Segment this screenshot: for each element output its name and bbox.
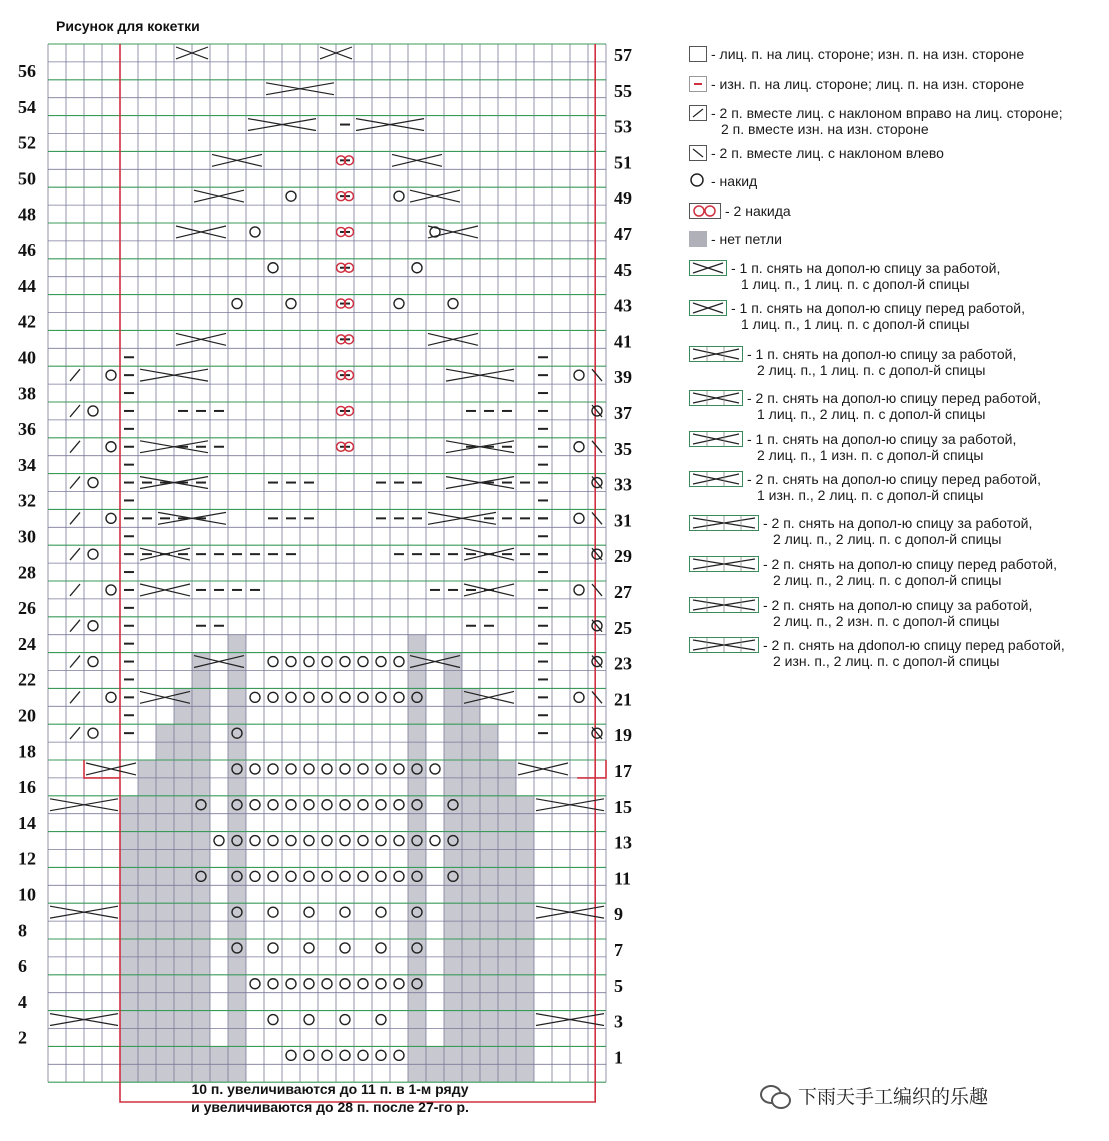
row-number-right: 3 — [614, 1011, 623, 1032]
row-number-right: 21 — [614, 689, 632, 710]
yo-symbol — [268, 692, 278, 702]
row-number-right: 13 — [614, 832, 632, 853]
k2tog-right-symbol — [70, 620, 80, 632]
yo-symbol — [322, 979, 332, 989]
row-number-right: 23 — [614, 653, 632, 674]
row-number-right: 31 — [614, 510, 632, 531]
row-number-right: 1 — [614, 1047, 623, 1068]
yo-symbol — [250, 764, 260, 774]
row-number-right: 43 — [614, 295, 632, 316]
yo-symbol — [574, 692, 584, 702]
row-number-right: 55 — [614, 80, 632, 101]
yo-symbol — [304, 1015, 314, 1025]
yo-symbol — [430, 764, 440, 774]
legend-text: - 1 п. снять на допол-ю спицу за работой, — [747, 431, 1017, 447]
yo-symbol — [322, 836, 332, 846]
yo-symbol — [394, 871, 404, 881]
chart-title: Рисунок для кокетки — [56, 18, 200, 34]
legend-text: 2 изн. п., 2 лиц. п. с допол-й спицы — [773, 653, 1000, 669]
row-number-left: 52 — [18, 132, 36, 153]
yo-symbol — [286, 692, 296, 702]
k2tog-left-symbol — [592, 691, 602, 703]
yo-symbol — [394, 191, 404, 201]
yo-symbol — [358, 764, 368, 774]
row-number-left: 46 — [18, 240, 36, 261]
yo-symbol — [232, 299, 242, 309]
row-number-left: 56 — [18, 61, 36, 82]
legend-text: - нет петли — [711, 231, 782, 247]
yo-symbol — [268, 764, 278, 774]
legend-text: 2 лиц. п., 1 изн. п. с допол-й спицы — [757, 447, 984, 463]
yo-symbol — [340, 764, 350, 774]
yo-symbol — [394, 764, 404, 774]
yo-symbol — [358, 657, 368, 667]
yo-symbol — [88, 406, 98, 416]
yo-symbol — [304, 871, 314, 881]
yo-symbol — [322, 1050, 332, 1060]
row-number-left: 48 — [18, 204, 36, 225]
yo-symbol — [304, 1050, 314, 1060]
yo-symbol — [376, 800, 386, 810]
yo-symbol — [574, 585, 584, 595]
yo-symbol — [430, 836, 440, 846]
yo-symbol — [358, 1050, 368, 1060]
wechat-icon — [760, 1083, 790, 1109]
yo-symbol — [394, 657, 404, 667]
yo-symbol — [286, 764, 296, 774]
yo-symbol — [322, 657, 332, 667]
yo-symbol — [268, 1015, 278, 1025]
row-number-left: 26 — [18, 598, 36, 619]
legend-text: 2 лиц. п., 2 изн. п. с допол-й спицы — [773, 613, 1000, 629]
legend-text: - 2 п. вместе лиц. с наклоном вправо на лиц. стороне; — [711, 105, 1063, 121]
yo-symbol — [322, 692, 332, 702]
k2tog-left-symbol — [592, 584, 602, 596]
yo-symbol — [376, 692, 386, 702]
yo-symbol — [214, 836, 224, 846]
yo-symbol — [322, 764, 332, 774]
yo-symbol — [340, 1050, 350, 1060]
row-number-right: 7 — [614, 940, 623, 961]
legend-text: - 2 п. снять на дdопол-ю спицу перед работой, — [763, 637, 1065, 653]
yo-symbol — [286, 657, 296, 667]
row-number-left: 18 — [18, 741, 36, 762]
row-number-left: 6 — [18, 956, 27, 977]
yo-symbol — [106, 370, 116, 380]
yo-symbol — [448, 299, 458, 309]
row-number-left: 14 — [18, 812, 36, 833]
yo-symbol — [304, 943, 314, 953]
legend-text: 2 лиц. п., 2 лиц. п. с допол-й спицы — [773, 531, 1002, 547]
yo-symbol — [376, 764, 386, 774]
yo-symbol — [268, 657, 278, 667]
row-number-left: 4 — [18, 991, 27, 1012]
k2tog-right-symbol — [70, 656, 80, 668]
yo-symbol — [394, 979, 404, 989]
legend-text: 1 лиц. п., 1 лиц. п. с допол-й спицы — [741, 316, 970, 332]
yo-symbol — [268, 836, 278, 846]
yo-symbol — [574, 442, 584, 452]
row-number-right: 17 — [614, 761, 632, 782]
yo-symbol — [376, 1015, 386, 1025]
yo-symbol — [376, 836, 386, 846]
row-number-right: 25 — [614, 617, 632, 638]
k2tog-left-symbol — [592, 441, 602, 453]
row-number-right: 35 — [614, 438, 632, 459]
yo-symbol — [340, 657, 350, 667]
yo-symbol — [376, 907, 386, 917]
row-number-left: 12 — [18, 848, 36, 869]
row-number-left: 44 — [18, 275, 36, 296]
row-number-right: 29 — [614, 546, 632, 567]
yo-symbol — [322, 800, 332, 810]
outline-step-right — [577, 760, 606, 778]
yo-symbol — [88, 657, 98, 667]
yo-symbol — [106, 513, 116, 523]
row-number-left: 16 — [18, 777, 36, 798]
yo-symbol — [250, 800, 260, 810]
yo-symbol — [250, 227, 260, 237]
yo-symbol — [376, 871, 386, 881]
row-number-left: 54 — [18, 96, 36, 117]
yo-symbol — [268, 943, 278, 953]
row-number-left: 30 — [18, 526, 36, 547]
row-number-left: 40 — [18, 347, 36, 368]
row-number-left: 22 — [18, 669, 36, 690]
legend-text: 2 лиц. п., 2 лиц. п. с допол-й спицы — [773, 572, 1002, 588]
legend-text: - 2 п. снять на допол-ю спицу за работой, — [763, 515, 1033, 531]
yo-symbol — [340, 1015, 350, 1025]
row-number-right: 49 — [614, 188, 632, 209]
row-number-right: 5 — [614, 975, 623, 996]
yo-symbol — [412, 263, 422, 273]
row-number-left: 28 — [18, 562, 36, 583]
row-number-left: 8 — [18, 920, 27, 941]
yo-symbol — [250, 871, 260, 881]
no-stitch-area — [228, 1029, 246, 1083]
yo-symbol — [88, 621, 98, 631]
legend-text: 1 лиц. п., 2 лиц. п. с допол-й спицы — [757, 406, 986, 422]
yo-symbol — [340, 800, 350, 810]
row-number-left: 36 — [18, 419, 36, 440]
yo-symbol — [268, 871, 278, 881]
row-number-right: 9 — [614, 904, 623, 925]
row-number-left: 38 — [18, 383, 36, 404]
yo-symbol — [376, 657, 386, 667]
legend-text: - изн. п. на лиц. стороне; лиц. п. на изн. стороне — [711, 76, 1025, 92]
yo-symbol — [304, 764, 314, 774]
yo-symbol — [286, 871, 296, 881]
legend-text: - 2 накида — [725, 203, 791, 219]
yo-symbol — [304, 907, 314, 917]
yo-symbol — [358, 692, 368, 702]
yo-symbol — [250, 836, 260, 846]
yo-symbol — [322, 871, 332, 881]
legend-text: - лиц. п. на лиц. стороне; изн. п. на изн. стороне — [711, 46, 1025, 62]
legend-text: 1 лиц. п., 1 лиц. п. с допол-й спицы — [741, 276, 970, 292]
yo-symbol — [106, 442, 116, 452]
row-number-left: 42 — [18, 311, 36, 332]
k2tog-right-symbol — [70, 512, 80, 524]
brand-text: 下雨天手工编织的乐趣 — [798, 1087, 989, 1108]
legend-text: - накид — [711, 173, 758, 189]
row-number-right: 27 — [614, 582, 632, 603]
yo-symbol — [340, 871, 350, 881]
yo-symbol — [286, 1050, 296, 1060]
k2tog-right-symbol — [70, 405, 80, 417]
row-number-right: 47 — [614, 224, 632, 245]
yo-symbol — [394, 692, 404, 702]
yo-symbol — [340, 692, 350, 702]
row-number-left: 32 — [18, 490, 36, 511]
row-number-left: 34 — [18, 454, 36, 475]
legend-text: - 1 п. снять на допол-ю спицу за работой, — [731, 260, 1001, 276]
k2tog-right-symbol — [70, 691, 80, 703]
footnote-line-1: 10 п. увеличиваются до 11 п. в 1-м ряду — [191, 1081, 469, 1097]
yo-symbol — [340, 836, 350, 846]
legend-text: - 2 п. снять на допол-ю спицу перед работой, — [747, 471, 1041, 487]
yo-symbol — [394, 1050, 404, 1060]
yo-symbol — [268, 800, 278, 810]
k2tog-right-symbol — [70, 441, 80, 453]
row-number-right: 19 — [614, 725, 632, 746]
legend-text: 2 п. вместе изн. на изн. стороне — [721, 121, 929, 137]
row-number-right: 39 — [614, 367, 632, 388]
brand-watermark — [760, 1082, 988, 1109]
row-number-right: 33 — [614, 474, 632, 495]
k2tog-right-symbol — [70, 727, 80, 739]
legend-text: 2 лиц. п., 1 лиц. п. с допол-й спицы — [757, 362, 986, 378]
yo-symbol — [106, 585, 116, 595]
row-number-right: 11 — [614, 868, 632, 889]
yo-symbol — [88, 478, 98, 488]
yo-symbol — [268, 979, 278, 989]
yo-symbol — [358, 979, 368, 989]
yo-symbol — [394, 299, 404, 309]
yo-symbol — [286, 191, 296, 201]
yo-symbol — [340, 943, 350, 953]
k2tog-right-symbol — [70, 369, 80, 381]
footnote — [120, 1080, 540, 1116]
row-number-left: 20 — [18, 705, 36, 726]
yo-symbol — [304, 657, 314, 667]
row-number-right: 41 — [614, 331, 632, 352]
legend-text: - 2 п. снять на допол-ю спицу перед работой, — [747, 390, 1041, 406]
yo-symbol — [286, 299, 296, 309]
k2tog-right-symbol — [70, 477, 80, 489]
legend-text: 1 изн. п., 2 лиц. п. с допол-й спицы — [757, 487, 984, 503]
yo-symbol — [358, 800, 368, 810]
yo-symbol — [340, 907, 350, 917]
yo-symbol — [250, 979, 260, 989]
yo-symbol — [574, 370, 584, 380]
footnote-line-2: и увеличиваются до 28 п. после 27-го р. — [191, 1099, 469, 1115]
yo-symbol — [394, 800, 404, 810]
yo-symbol — [286, 800, 296, 810]
yo-symbol — [88, 728, 98, 738]
yo-symbol — [286, 979, 296, 989]
k2tog-left-symbol — [592, 369, 602, 381]
row-number-right: 51 — [614, 152, 632, 173]
yo-symbol — [304, 692, 314, 702]
yo-symbol — [394, 836, 404, 846]
yo-symbol — [340, 979, 350, 989]
yo-symbol — [304, 836, 314, 846]
legend-text: - 1 п. снять на допол-ю спицу перед работой, — [731, 300, 1025, 316]
yo-symbol — [376, 979, 386, 989]
row-number-left: 10 — [18, 884, 36, 905]
k2tog-left-symbol — [592, 512, 602, 524]
legend-text: - 2 п. снять на допол-ю спицу перед работой, — [763, 556, 1057, 572]
row-number-right: 45 — [614, 259, 632, 280]
row-number-right: 57 — [614, 45, 632, 66]
row-number-left: 50 — [18, 168, 36, 189]
yo-symbol — [286, 836, 296, 846]
yo-symbol — [376, 943, 386, 953]
yo-symbol — [304, 979, 314, 989]
row-number-right: 37 — [614, 403, 632, 424]
yo-symbol — [88, 549, 98, 559]
legend-text: - 2 п. вместе лиц. с наклоном влево — [711, 145, 944, 161]
row-number-right: 15 — [614, 796, 632, 817]
yo-symbol — [268, 907, 278, 917]
row-number-left: 2 — [18, 1027, 27, 1048]
yo-symbol — [250, 692, 260, 702]
yo-symbol — [304, 800, 314, 810]
no-stitch-area — [408, 1029, 426, 1083]
row-number-left: 24 — [18, 633, 36, 654]
row-number-right: 53 — [614, 116, 632, 137]
yo-symbol — [106, 692, 116, 702]
yo-symbol — [358, 871, 368, 881]
k2tog-right-symbol — [70, 548, 80, 560]
yo-symbol — [268, 263, 278, 273]
legend-text: - 2 п. снять на допол-ю спицу за работой, — [763, 597, 1033, 613]
yo-symbol — [574, 513, 584, 523]
k2tog-right-symbol — [70, 584, 80, 596]
yo-symbol — [358, 836, 368, 846]
yo-symbol — [376, 1050, 386, 1060]
legend-text: - 1 п. снять на допол-ю спицу за работой, — [747, 346, 1017, 362]
